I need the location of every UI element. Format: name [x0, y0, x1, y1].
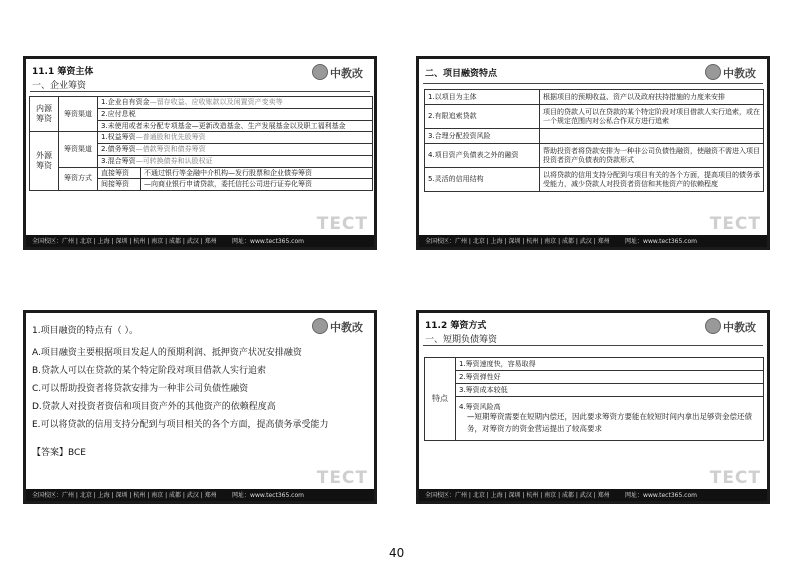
slide-question — [23, 310, 377, 504]
brand-logo — [705, 317, 759, 337]
slide-financing-subject — [23, 56, 377, 250]
desc-cell — [540, 129, 764, 144]
tect-watermark: TECT — [316, 214, 368, 234]
channel-label: 筹资渠道 — [59, 97, 98, 132]
feature-cell: 5.灵活的信用结构 — [425, 168, 540, 192]
table-cell: 1.权益筹资—普通股和优先股筹资 — [98, 132, 373, 144]
brand-logo — [312, 63, 366, 83]
option-a: A.项目融资主要根据项目发起人的预期利润、抵押资产状况安排融资 — [32, 348, 302, 358]
table-cell: 3.未使用或者未分配专项基金—更新改造基金、生产发展基金以及职工福利基金 — [98, 120, 373, 132]
option-b: B.贷款人可以在贷款的某个特定阶段对项目借款人实行追索 — [32, 366, 267, 376]
feature-label: 特点 — [425, 358, 456, 441]
tect-watermark: TECT — [709, 214, 761, 234]
desc-cell: 以将贷款的信用支持分配到与项目有关的各个方面，提高项目的债务承受能力，减少贷款人对投资者资信和其他资产的依赖程度 — [540, 168, 764, 192]
logo-text: 中教改 — [330, 321, 363, 334]
feature-item: 4.筹资风险高 —短期筹资需要在短期内偿还，因此要求筹资方要能在较短时间内拿出足够资金偿还债务，对筹资方的资金营运提出了较高要求 — [456, 397, 764, 441]
seal-icon — [312, 64, 328, 80]
channel-label: 筹资渠道 — [59, 132, 98, 167]
feature-cell: 3.合理分配投资风险 — [425, 129, 540, 144]
seal-icon — [705, 64, 721, 80]
feature-cell: 2.有限追索贷款 — [425, 105, 540, 129]
slide-footer: 全国校区：广州 | 北京 | 上海 | 深圳 | 杭州 | 南京 | 成都 | 武汉 | 郑州 网址：www.tect365.com — [419, 489, 767, 501]
slide-financing-methods — [416, 310, 770, 504]
header-divider — [423, 345, 763, 346]
table-cell: —向商业银行申请贷款，委托信托公司进行证券化筹资 — [141, 179, 373, 191]
brand-logo — [312, 317, 366, 337]
slide-footer: 全国校区：广州 | 北京 | 上海 | 深圳 | 杭州 | 南京 | 成都 | 武汉 | 郑州 网址：www.tect365.com — [26, 489, 374, 501]
table-cell: 间接筹资 — [98, 179, 141, 191]
tect-watermark: TECT — [709, 468, 761, 488]
short-term-features-table — [424, 357, 764, 441]
header-divider — [30, 91, 370, 92]
logo-text: 中教改 — [723, 321, 756, 334]
category-internal: 内源筹资 — [30, 97, 59, 132]
option-e: E.可以将贷款的信用支持分配到与项目相关的各个方面，提高债务承受能力 — [32, 420, 329, 430]
slide-title: 二、项目融资特点 — [425, 69, 498, 79]
question-text: 1.项目融资的特点有（ ）。 — [32, 326, 138, 336]
slide-subtitle: 一、短期负债筹资 — [425, 335, 498, 345]
table-cell: 2.债务筹资—借款筹资和债券筹资 — [98, 144, 373, 156]
brand-logo — [705, 63, 759, 83]
feature-cell: 4.项目资产负债表之外的融资 — [425, 144, 540, 168]
seal-icon — [705, 318, 721, 334]
page-number: 40 — [389, 546, 405, 560]
slide-project-financing-features — [416, 56, 770, 250]
desc-cell: 项目的贷款人可以在贷款的某个特定阶段对项目借款人实行追索，或在一个规定范围内对公私合作双方进行追索 — [540, 105, 764, 129]
desc-cell: 根据项目的预期收益、资产以及政府扶持措施的力度来安排 — [540, 90, 764, 105]
financing-table — [29, 96, 373, 191]
category-external: 外源筹资 — [30, 132, 59, 191]
desc-cell: 帮助投资者将贷款安排为一种非公司负债性融资，使融资不需进入项目投资者资产负债表的贷款形式 — [540, 144, 764, 168]
slide-title: 11.1 筹资主体 — [32, 67, 94, 77]
slide-footer: 全国校区：广州 | 北京 | 上海 | 深圳 | 杭州 | 南京 | 成都 | 武汉 | 郑州 网址：www.tect365.com — [26, 235, 374, 247]
feature-cell: 1.以项目为主体 — [425, 90, 540, 105]
table-cell: 直接筹资 — [98, 167, 141, 179]
option-c: C.可以帮助投资者将贷款安排为一种非公司负债性融资 — [32, 384, 249, 394]
logo-text: 中教改 — [330, 67, 363, 80]
table-cell: 2.应付息税 — [98, 108, 373, 120]
features-table — [424, 89, 764, 192]
risk-note: —短期筹资需要在短期内偿还，因此要求筹资方要能在较短时间内拿出足够资金偿还债务，对筹资方的资金营运提出了较高要求 — [467, 412, 752, 433]
tect-watermark: TECT — [316, 468, 368, 488]
feature-item: 2.筹资弹性好 — [456, 371, 764, 384]
header-divider — [423, 83, 763, 84]
table-cell: 1.企业自有资金—留存收益、应收账款以及闲置资产变卖等 — [98, 97, 373, 109]
slide-subtitle: 一、企业筹资 — [32, 81, 87, 91]
seal-icon — [312, 318, 328, 334]
table-cell: 3.混合筹资—可转换债券和认股权证 — [98, 155, 373, 167]
feature-item: 3.筹资成本较低 — [456, 384, 764, 397]
slide-title: 11.2 筹资方式 — [425, 321, 487, 331]
logo-text: 中教改 — [723, 67, 756, 80]
option-d: D.贷款人对投资者资信和项目资产外的其他资产的依赖程度高 — [32, 402, 276, 412]
method-label: 筹资方式 — [59, 167, 98, 191]
slide-footer: 全国校区：广州 | 北京 | 上海 | 深圳 | 杭州 | 南京 | 成都 | 武汉 | 郑州 网址：www.tect365.com — [419, 235, 767, 247]
table-cell: 不通过银行等金融中介机构—发行股票和企业债券筹资 — [141, 167, 373, 179]
answer-text: 【答案】BCE — [32, 448, 86, 458]
feature-item: 1.筹资速度快，容易取得 — [456, 358, 764, 371]
